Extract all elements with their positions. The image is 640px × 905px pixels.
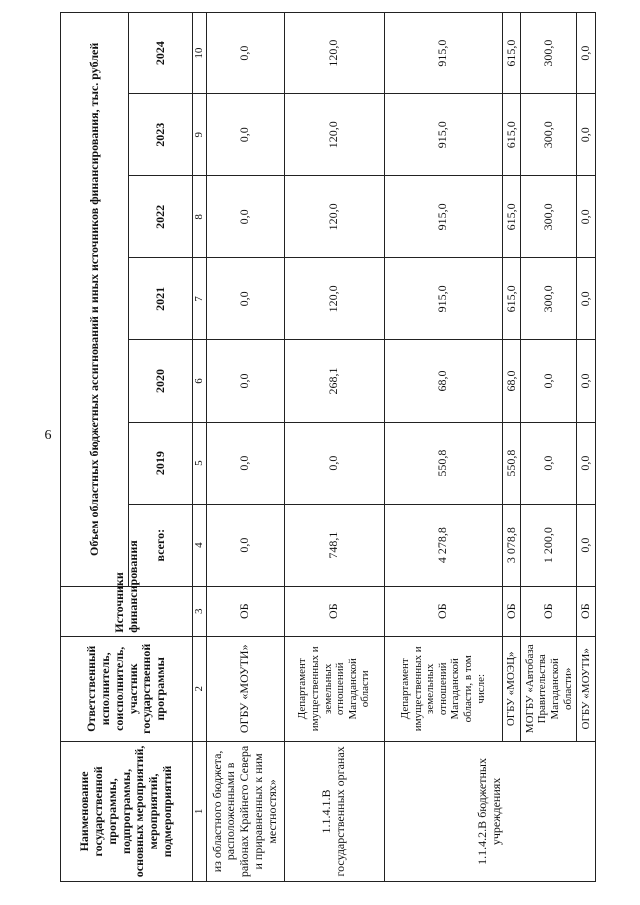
row-source: ОБ — [384, 586, 502, 636]
value-2023: 0,0 — [577, 94, 596, 176]
header-year-2024: 2024 — [129, 13, 193, 94]
value-2019: 0,0 — [284, 422, 384, 504]
value-2021: 300,0 — [521, 258, 577, 340]
row-source: ОБ — [206, 586, 284, 636]
value-2020: 68,0 — [502, 340, 521, 422]
column-number: 6 — [193, 340, 207, 422]
row-source: ОБ — [502, 586, 521, 636]
table-row — [206, 13, 284, 882]
row-executor: ОГБУ «МОУТИ» — [577, 636, 596, 741]
column-number: 3 — [193, 586, 207, 636]
column-number: 1 — [193, 741, 207, 881]
value-2023: 120,0 — [284, 94, 384, 176]
column-number: 2 — [193, 636, 207, 741]
value-2022: 0,0 — [206, 176, 284, 258]
value-2024: 0,0 — [577, 13, 596, 94]
header-row-1 — [61, 13, 129, 882]
value-2024: 300,0 — [521, 13, 577, 94]
value-2020: 0,0 — [206, 340, 284, 422]
value-2021: 0,0 — [577, 258, 596, 340]
value-2021: 0,0 — [206, 258, 284, 340]
header-source: Источники финансирования — [61, 586, 193, 636]
rotated-table-container — [60, 12, 593, 882]
table-stage — [60, 12, 593, 882]
row-source: ОБ — [577, 586, 596, 636]
value-2019: 0,0 — [521, 422, 577, 504]
row-name: 1.1.4.1.В государственных органах — [284, 741, 384, 881]
value-total: 1 200,0 — [521, 504, 577, 586]
row-executor: МОГБУ «Автобаза Правительства Магаданской области» — [521, 636, 577, 741]
value-total: 0,0 — [206, 504, 284, 586]
value-2022: 300,0 — [521, 176, 577, 258]
value-2020: 0,0 — [521, 340, 577, 422]
column-number: 4 — [193, 504, 207, 586]
column-number: 8 — [193, 176, 207, 258]
column-number-row — [193, 13, 207, 882]
column-number: 7 — [193, 258, 207, 340]
column-number: 5 — [193, 422, 207, 504]
table-row — [284, 13, 384, 882]
column-number: 9 — [193, 94, 207, 176]
column-number: 10 — [193, 13, 207, 94]
row-source: ОБ — [521, 586, 577, 636]
value-2019: 550,8 — [502, 422, 521, 504]
value-2023: 300,0 — [521, 94, 577, 176]
header-total: всего: — [129, 504, 193, 586]
value-2023: 0,0 — [206, 94, 284, 176]
row-name: из областного бюджета, расположенными в районах Крайнего Севера и приравненных к ним местностях» — [206, 741, 284, 881]
header-name: Наименование государственной программы, подпрограммы, основных мероприятий, мероприятий, подмероприятий — [61, 741, 193, 881]
value-2019: 0,0 — [206, 422, 284, 504]
value-2022: 615,0 — [502, 176, 521, 258]
value-2024: 615,0 — [502, 13, 521, 94]
value-total: 4 278,8 — [384, 504, 502, 586]
value-2022: 120,0 — [284, 176, 384, 258]
value-total: 0,0 — [577, 504, 596, 586]
row-name: 1.1.4.2.В бюджетных учреждениях — [384, 741, 596, 881]
header-funding-group: Объем областных бюджетных ассигнований и иных источников финансирования, тыс. рублей — [61, 13, 129, 587]
row-executor: Департамент имущественных и земельных отношений Магаданской области — [284, 636, 384, 741]
header-executor: Ответственный исполнитель, соисполнитель, участник государственной программы — [61, 636, 193, 741]
header-year-2019: 2019 — [129, 422, 193, 504]
header-year-2020: 2020 — [129, 340, 193, 422]
table-row — [384, 13, 502, 882]
value-2024: 915,0 — [384, 13, 502, 94]
financing-table — [60, 12, 596, 882]
row-executor: ОГБУ «МОУТИ» — [206, 636, 284, 741]
value-2022: 915,0 — [384, 176, 502, 258]
value-2020: 0,0 — [577, 340, 596, 422]
value-2021: 120,0 — [284, 258, 384, 340]
row-executor: ОГБУ «МОЭЦ» — [502, 636, 521, 741]
header-year-2022: 2022 — [129, 176, 193, 258]
row-source: ОБ — [284, 586, 384, 636]
value-2020: 68,0 — [384, 340, 502, 422]
header-year-2021: 2021 — [129, 258, 193, 340]
value-2019: 0,0 — [577, 422, 596, 504]
value-2021: 915,0 — [384, 258, 502, 340]
row-executor: Департамент имущественных и земельных отношений Магаданской области, в том числе: — [384, 636, 502, 741]
value-2023: 915,0 — [384, 94, 502, 176]
value-2024: 120,0 — [284, 13, 384, 94]
value-2023: 615,0 — [502, 94, 521, 176]
value-2019: 550,8 — [384, 422, 502, 504]
header-year-2023: 2023 — [129, 94, 193, 176]
value-2020: 268,1 — [284, 340, 384, 422]
value-2022: 0,0 — [577, 176, 596, 258]
value-total: 748,1 — [284, 504, 384, 586]
value-total: 3 078,8 — [502, 504, 521, 586]
value-2021: 615,0 — [502, 258, 521, 340]
page-number: 6 — [44, 428, 52, 443]
value-2024: 0,0 — [206, 13, 284, 94]
